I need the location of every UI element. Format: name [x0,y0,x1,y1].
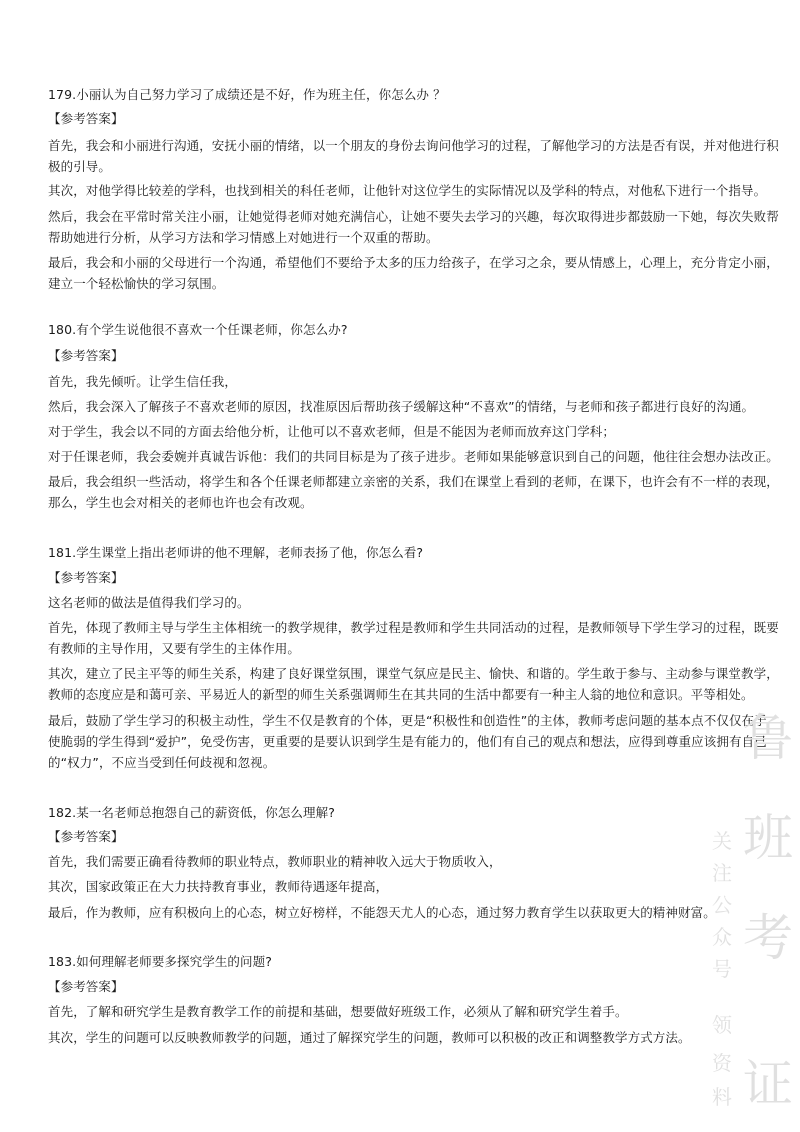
answer-line: 最后，作为教师，应有积极向上的心态，树立好榜样，不能怨天尤人的心态，通过努力教育学生以获取更大的精神财富。 [48,905,716,920]
answer-line: 其次，对他学得比较差的学科，也找到相关的科任老师，让他针对这位学生的实际情况以及学科的特点，对他私下进行一个指导。 [48,183,767,198]
answer-line: 首先，我们需要正确看待教师的职业特点，教师职业的精神收入远大于物质收入， [48,854,502,869]
answer-line: 首先，我会和小丽进行沟通，安抚小丽的情绪，以一个朋友的身份去询问他学习的过程，了解他学习的方法是否有误，并对他进行积 [48,138,779,153]
answer-line: 的“权力”，不应当受到任何歧视和忽视。 [48,755,276,770]
answer-line: 这名老师的做法是值得我们学习的。 [48,595,250,610]
answer-line: 然后，我会在平常时常关注小丽，让她觉得老师对她充满信心，让她不要失去学习的兴趣，每次取得进步都鼓励一下她，每次失败帮 [48,209,779,224]
question-180: 180.有个学生说他很不喜欢一个任课老师，你怎么办? [48,322,348,337]
question-181: 181.学生课堂上指出老师讲的他不理解，老师表扬了他，你怎么看? [48,545,424,560]
answer-label: 【参考答案】 [48,111,124,126]
answer-line: 首先，体现了教师主导与学生主体相统一的教学规律，教学过程是教师和学生共同活动的过程，是教师领导下学生学习的过程，既要 [48,620,779,635]
watermark-char: 证 [743,1055,793,1113]
watermark-char: 注 [712,861,732,885]
answer-line: 最后，我会组织一些活动，将学生和各个任课老师都建立亲密的关系，我们在课堂上看到的老师，在课下，也许会有不一样的表现， [48,474,779,489]
answer-line: 有教师的主导作用，又要有学生的主体作用。 [48,641,301,656]
answer-line: 其次，学生的问题可以反映教师教学的问题，通过了解探究学生的问题，教师可以积极的改正和调整教学方式方法。 [48,1030,691,1045]
watermark-char: 公 [712,893,732,917]
watermark-char: 领 [712,1013,732,1037]
watermark-char: 鲁 [743,709,793,767]
answer-line: 帮助她进行分析，从学习方法和学习情感上对她进行一个双重的帮助。 [48,230,439,245]
answer-line: 其次，国家政策正在大力扶持教育事业，教师待遇逐年提高， [48,879,389,894]
watermark-char: 班 [743,809,793,867]
question-182: 182.某一名老师总抱怨自己的薪资低，你怎么理解? [48,805,335,820]
answer-line: 极的引导。 [48,159,112,174]
answer-label: 【参考答案】 [48,348,124,363]
answer-line: 教师的态度应是和蔼可亲、平易近人的新型的师生关系强调师生在其共同的生活中都要有一种主人翁的地位和意识。平等相处。 [48,687,754,702]
answer-line: 然后，我会深入了解孩子不喜欢老师的原因，找准原因后帮助孩子缓解这种“不喜欢”的情绪，与老师和孩子都进行良好的沟通。 [48,399,755,414]
answer-line: 对于学生，我会以不同的方面去给他分析，让他可以不喜欢老师，但是不能因为老师而放弃这门学科； [48,424,616,439]
watermark-char: 资 [712,1051,732,1075]
answer-line: 其次，建立了民主平等的师生关系，构建了良好课堂氛围，课堂气氛应是民主、愉快、和谐的。学生敢于参与、主动参与课堂教学， [48,666,779,681]
answer-line: 首先，我先倾听。让学生信任我， [48,374,238,389]
answer-line: 首先，了解和研究学生是教育教学工作的前提和基础，想要做好班级工作，必须从了解和研究学生着手。 [48,1004,628,1019]
watermark-char: 众 [712,925,732,949]
watermark-char: 关 [712,829,732,853]
answer-line: 最后，我会和小丽的父母进行一个沟通，希望他们不要给予太多的压力给孩子，在学习之余，要从情感上，心理上，充分肯定小丽， [48,255,779,270]
answer-line: 使脆弱的学生得到“爱护”，免受伤害，更重要的是要认识到学生是有能力的，他们有自己的观点和想法，应得到尊重应该拥有自己 [48,734,767,749]
watermark-char: 料 [712,1085,732,1109]
answer-line: 对于任课老师，我会委婉并真诚告诉他：我们的共同目标是为了孩子进步。老师如果能够意识到自己的问题，他往往会想办法改正。 [48,449,779,464]
answer-label: 【参考答案】 [48,829,124,844]
answer-line: 那么，学生也会对相关的老师也许也会有改观。 [48,495,313,510]
answer-label: 【参考答案】 [48,570,124,585]
question-179: 179.小丽认为自己努力学习了成绩还是不好，作为班主任，你怎么办 ？ [48,87,446,102]
watermark-char: 考 [743,909,793,967]
answer-line: 最后，鼓励了学生学习的积极主动性，学生不仅是教育的个体，更是“积极性和创造性”的主体，教师考虑问题的基本点不仅仅在于 [48,713,767,728]
answer-label: 【参考答案】 [48,979,124,994]
watermark-char: 号 [712,957,732,981]
question-183: 183.如何理解老师要多探究学生的问题? [48,954,272,969]
answer-line: 建立一个轻松愉快的学习氛围。 [48,276,225,291]
